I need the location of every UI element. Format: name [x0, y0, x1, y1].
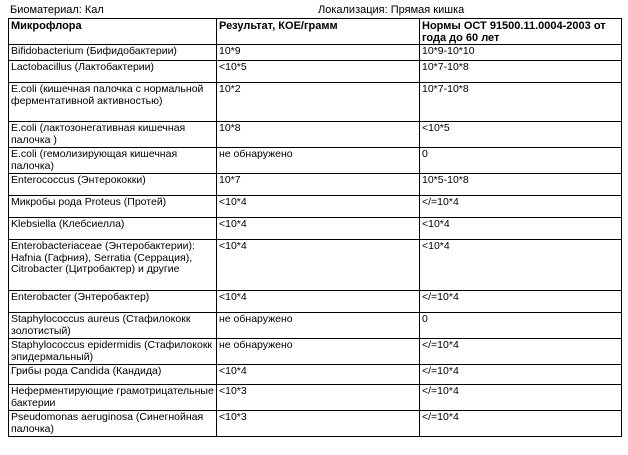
norm-cell: 10*9-10*10: [420, 45, 622, 61]
norm-cell: </=10*4: [420, 196, 622, 218]
flora-cell: Неферментирующие грамотрицательные бактерии: [9, 385, 217, 411]
norm-cell: 0: [420, 313, 622, 339]
flora-cell: Staphylococcus epidermidis (Стафилококк эпидермальный): [9, 339, 217, 365]
table-row: [9, 61, 622, 83]
flora-cell: Грибы рода Candida (Кандида): [9, 365, 217, 385]
column-header-flora: Микрофлора: [9, 19, 217, 45]
table-row: [9, 148, 622, 174]
table-row: [9, 313, 622, 339]
result-cell: <10*3: [217, 385, 420, 411]
flora-cell: Pseudomonas aeruginosa (Синегнойная палочка): [9, 411, 217, 437]
norm-cell: <10*4: [420, 240, 622, 291]
table-row: [9, 291, 622, 313]
flora-cell: Klebsiella (Клебсиелла): [9, 218, 217, 240]
biomaterial-label: Биоматериал: Кал: [10, 4, 104, 16]
norm-cell: </=10*4: [420, 339, 622, 365]
result-cell: <10*4: [217, 218, 420, 240]
table-row: [9, 339, 622, 365]
flora-cell: Staphylococcus aureus (Стафилококк золотистый): [9, 313, 217, 339]
flora-cell: Enterobacteriaceae (Энтеробактерии): Hafnia (Гафния), Serratia (Серрация), Citrobacter (Цитробактер) и другие: [9, 240, 217, 291]
result-cell: <10*4: [217, 196, 420, 218]
result-cell: 10*8: [217, 122, 420, 148]
table-row: [9, 240, 622, 291]
result-cell: 10*2: [217, 83, 420, 122]
result-cell: не обнаружено: [217, 339, 420, 365]
flora-cell: Enterobacter (Энтеробактер): [9, 291, 217, 313]
result-cell: <10*4: [217, 240, 420, 291]
microflora-table: [8, 18, 622, 437]
table-row: [9, 45, 622, 61]
norm-cell: <10*4: [420, 218, 622, 240]
result-cell: не обнаружено: [217, 313, 420, 339]
norm-cell: </=10*4: [420, 385, 622, 411]
norm-cell: </=10*4: [420, 365, 622, 385]
flora-cell: E.coli (лактозонегативная кишечная палочка ): [9, 122, 217, 148]
flora-cell: Lactobacillus (Лактобактерии): [9, 61, 217, 83]
result-cell: <10*4: [217, 291, 420, 313]
flora-cell: Bifidobacterium (Бифидобактерии): [9, 45, 217, 61]
table-row: [9, 122, 622, 148]
table-row: [9, 411, 622, 437]
result-cell: <10*4: [217, 365, 420, 385]
result-cell: 10*7: [217, 174, 420, 196]
flora-cell: E.coli (кишечная палочка с нормальной ферментативной активностью): [9, 83, 217, 122]
table-row: [9, 196, 622, 218]
table-row: [9, 83, 622, 122]
localization-label: Локализация: Прямая кишка: [318, 4, 465, 16]
norm-cell: </=10*4: [420, 411, 622, 437]
norm-cell: 10*7-10*8: [420, 61, 622, 83]
norm-cell: 0: [420, 148, 622, 174]
table-row: [9, 385, 622, 411]
table-row: [9, 365, 622, 385]
result-cell: <10*5: [217, 61, 420, 83]
table-header-row: [9, 19, 622, 45]
flora-cell: Микробы рода Proteus (Протей): [9, 196, 217, 218]
result-cell: <10*3: [217, 411, 420, 437]
column-header-norm: Нормы ОСТ 91500.11.0004-2003 от года до 60 лет: [420, 19, 622, 45]
norm-cell: </=10*4: [420, 291, 622, 313]
flora-cell: E.coli (гемолизирующая кишечная палочка): [9, 148, 217, 174]
column-header-result: Результат, КОЕ/грамм: [217, 19, 420, 45]
flora-cell: Enterococcus (Энтерококки): [9, 174, 217, 196]
result-cell: 10*9: [217, 45, 420, 61]
table-row: [9, 218, 622, 240]
norm-cell: 10*5-10*8: [420, 174, 622, 196]
table-row: [9, 174, 622, 196]
norm-cell: <10*5: [420, 122, 622, 148]
norm-cell: 10*7-10*8: [420, 83, 622, 122]
result-cell: не обнаружено: [217, 148, 420, 174]
